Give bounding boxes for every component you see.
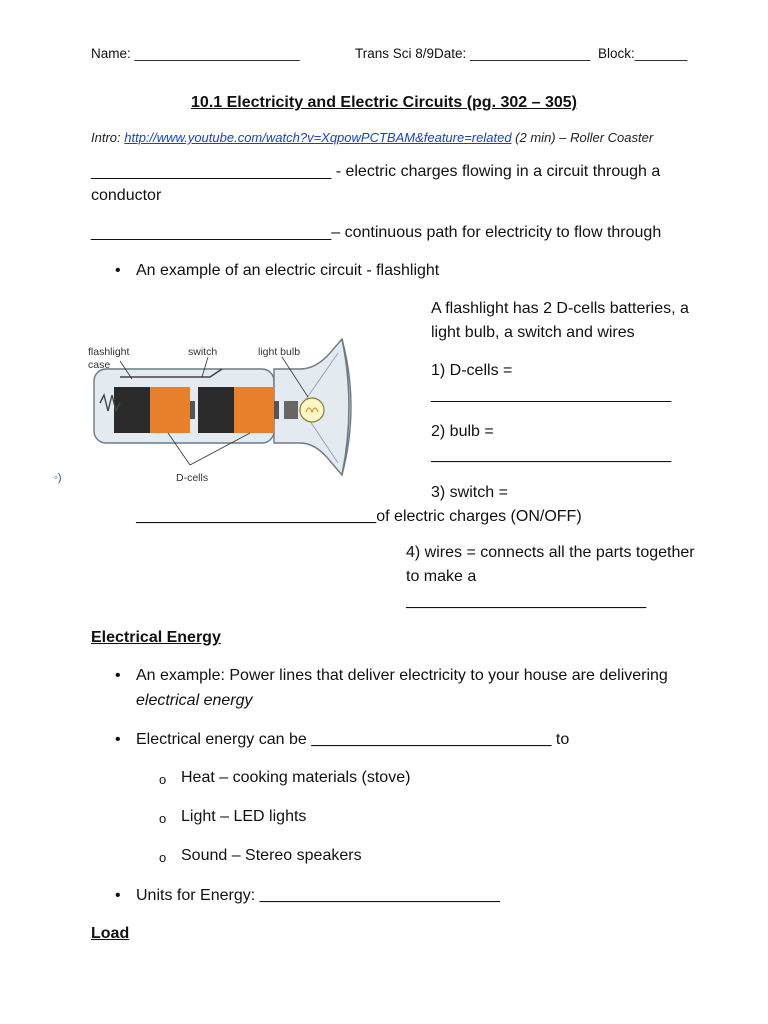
energy-form-sound: o Sound – Stereo speakers bbox=[181, 844, 362, 868]
battery-1-dark bbox=[114, 387, 150, 433]
part-switch: 3) switch = bbox=[431, 484, 508, 501]
heading-electrical-energy: Electrical Energy bbox=[91, 629, 221, 646]
page-title: 10.1 Electricity and Electric Circuits (pg. 302 – 305) bbox=[191, 94, 577, 111]
bulb-holder bbox=[284, 401, 298, 419]
bullet-flashlight-example: • An example of an electric circuit - flashlight bbox=[136, 259, 439, 283]
units-prefix: Units for Energy: bbox=[136, 887, 260, 904]
label-light-bulb: light bulb bbox=[258, 346, 301, 358]
part-switch-line bbox=[136, 505, 582, 529]
part-bulb: 2) bulb = bbox=[431, 423, 494, 440]
bullet-power-lines-cont: electrical energy bbox=[136, 692, 253, 709]
intro-suffix: (2 min) – Roller Coaster bbox=[511, 130, 654, 145]
label-flashlight: flashlight bbox=[88, 346, 130, 358]
intro-video-link[interactable]: http://www.youtube.com/watch?v=XqpowPCTBAM&feature=related bbox=[124, 130, 512, 145]
part-wires-line2: to make a bbox=[406, 568, 477, 585]
name-field: Name: ______________________ bbox=[91, 46, 300, 61]
battery-2-orange bbox=[234, 387, 274, 433]
heading-load: Load bbox=[91, 925, 130, 942]
part-wires-blank: ___________________________ bbox=[406, 593, 647, 610]
can-be-prefix: Electrical energy can be bbox=[136, 731, 312, 748]
definition-circuit: ___________________________– continuous path for electricity to flow through bbox=[91, 224, 662, 241]
part-switch-blank: ___________________________ bbox=[136, 508, 377, 525]
label-d-cells: D-cells bbox=[176, 472, 209, 484]
battery-1-orange bbox=[150, 387, 190, 433]
flashlight-desc-line2: light bulb, a switch and wires bbox=[431, 324, 635, 341]
part-wires-line1: 4) wires = connects all the parts together bbox=[406, 544, 695, 561]
flashlight-diagram bbox=[80, 313, 380, 493]
class-date-field: Trans Sci 8/9Date: ________________ bbox=[355, 46, 591, 61]
can-be-suffix: to bbox=[551, 731, 570, 748]
definition-current-line1: ___________________________ - electric charges flowing in a circuit through a bbox=[91, 163, 661, 180]
bullet-units-energy bbox=[136, 884, 500, 908]
units-blank: ___________________________ bbox=[259, 887, 500, 904]
part-dcells-blank: ___________________________ bbox=[431, 386, 672, 403]
bullet-power-lines: • An example: Power lines that deliver electricity to your house are delivering bbox=[136, 664, 668, 688]
block-field: Block:_______ bbox=[598, 46, 688, 61]
flashlight-desc-line1: A flashlight has 2 D-cells batteries, a bbox=[431, 300, 689, 317]
battery-2-dark bbox=[198, 387, 234, 433]
can-be-blank: ___________________________ bbox=[311, 731, 552, 748]
label-case: case bbox=[88, 359, 111, 371]
part-dcells: 1) D-cells = bbox=[431, 362, 513, 379]
part-bulb-blank: ___________________________ bbox=[431, 447, 672, 464]
intro-line bbox=[91, 130, 653, 145]
light-bulb bbox=[300, 398, 324, 422]
battery-1-terminal bbox=[190, 401, 195, 419]
label-switch: switch bbox=[188, 346, 218, 358]
definition-current-line2: conductor bbox=[91, 187, 162, 204]
bullet-can-be-converted bbox=[136, 728, 569, 752]
intro-prefix: Intro: bbox=[91, 130, 125, 145]
battery-2-terminal bbox=[274, 401, 279, 419]
energy-form-light: o Light – LED lights bbox=[181, 805, 306, 829]
part-switch-suffix: of electric charges (ON/OFF) bbox=[376, 508, 582, 525]
energy-form-heat: o Heat – cooking materials (stove) bbox=[181, 766, 410, 790]
stray-mark: ◦) bbox=[54, 472, 62, 484]
